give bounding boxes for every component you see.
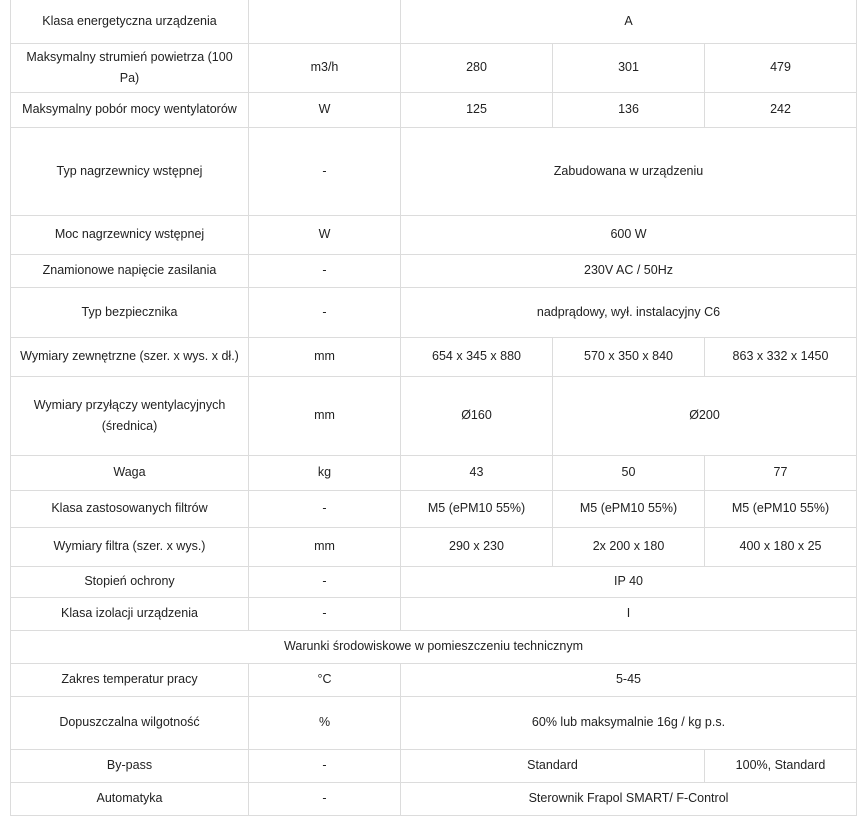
table-row xyxy=(11,92,857,127)
row-unit: mm xyxy=(249,337,401,376)
table-row xyxy=(11,287,857,337)
table-row xyxy=(11,696,857,749)
row-unit: - xyxy=(249,749,401,782)
row-value: Zabudowana w urządzeniu xyxy=(401,127,857,215)
row-value-3: 400 x 180 x 25 xyxy=(705,527,857,566)
row-label: Typ nagrzewnicy wstępnej xyxy=(11,127,249,215)
row-value-1: M5 (ePM10 55%) xyxy=(401,490,553,527)
table-row xyxy=(11,0,857,43)
row-value: 600 W xyxy=(401,215,857,254)
row-label: Dopuszczalna wilgotność xyxy=(11,696,249,749)
row-value-2-3: Ø200 xyxy=(553,376,857,455)
row-label: Znamionowe napięcie zasilania xyxy=(11,254,249,287)
row-label: Typ bezpiecznika xyxy=(11,287,249,337)
row-value: 60% lub maksymalnie 16g / kg p.s. xyxy=(401,696,857,749)
row-value: 230V AC / 50Hz xyxy=(401,254,857,287)
table-row xyxy=(11,566,857,597)
row-value-2: 301 xyxy=(553,43,705,92)
row-unit: W xyxy=(249,215,401,254)
row-value: A xyxy=(401,0,857,43)
table-row xyxy=(11,527,857,566)
table-row xyxy=(11,127,857,215)
row-value-1: Ø160 xyxy=(401,376,553,455)
row-unit: - xyxy=(249,566,401,597)
row-value-1: 290 x 230 xyxy=(401,527,553,566)
row-value-1: 125 xyxy=(401,92,553,127)
table-row xyxy=(11,376,857,455)
row-value-1: 43 xyxy=(401,455,553,490)
row-unit: % xyxy=(249,696,401,749)
row-label: Klasa izolacji urządzenia xyxy=(11,597,249,630)
row-value-3: 77 xyxy=(705,455,857,490)
table-row xyxy=(11,490,857,527)
table-row xyxy=(11,215,857,254)
row-unit: - xyxy=(249,782,401,815)
row-value-3: M5 (ePM10 55%) xyxy=(705,490,857,527)
table-row xyxy=(11,597,857,630)
row-value-3: 863 x 332 x 1450 xyxy=(705,337,857,376)
row-unit: - xyxy=(249,490,401,527)
table-row xyxy=(11,254,857,287)
row-label: Klasa zastosowanych filtrów xyxy=(11,490,249,527)
row-value-2: 570 x 350 x 840 xyxy=(553,337,705,376)
row-value: 5-45 xyxy=(401,663,857,696)
table-row xyxy=(11,663,857,696)
row-value-3: 242 xyxy=(705,92,857,127)
row-value-3: 479 xyxy=(705,43,857,92)
row-label: Wymiary przyłączy wentylacyjnych (średnica) xyxy=(11,376,249,455)
row-label: Maksymalny strumień powietrza (100 Pa) xyxy=(11,43,249,92)
row-unit xyxy=(249,0,401,43)
row-value-2: 2x 200 x 180 xyxy=(553,527,705,566)
row-value-1-2: Standard xyxy=(401,749,705,782)
row-value: nadprądowy, wył. instalacyjny C6 xyxy=(401,287,857,337)
table-row xyxy=(11,43,857,92)
row-value-2: 136 xyxy=(553,92,705,127)
row-unit: °C xyxy=(249,663,401,696)
row-label: Wymiary zewnętrzne (szer. x wys. x dł.) xyxy=(11,337,249,376)
table-row xyxy=(11,455,857,490)
row-value: I xyxy=(401,597,857,630)
row-label: Stopień ochrony xyxy=(11,566,249,597)
row-label: Automatyka xyxy=(11,782,249,815)
table-row xyxy=(11,337,857,376)
row-label: By-pass xyxy=(11,749,249,782)
row-label: Zakres temperatur pracy xyxy=(11,663,249,696)
table-row xyxy=(11,782,857,815)
row-value: Sterownik Frapol SMART/ F-Control xyxy=(401,782,857,815)
table-row xyxy=(11,749,857,782)
row-value-2: 50 xyxy=(553,455,705,490)
row-value-1: 654 x 345 x 880 xyxy=(401,337,553,376)
row-unit: - xyxy=(249,127,401,215)
specification-table xyxy=(10,0,857,816)
row-value-2: M5 (ePM10 55%) xyxy=(553,490,705,527)
row-label: Wymiary filtra (szer. x wys.) xyxy=(11,527,249,566)
row-unit: mm xyxy=(249,376,401,455)
row-value-3: 100%, Standard xyxy=(705,749,857,782)
row-unit: - xyxy=(249,254,401,287)
row-label: Moc nagrzewnicy wstępnej xyxy=(11,215,249,254)
row-label: Klasa energetyczna urządzenia xyxy=(11,0,249,43)
row-unit: kg xyxy=(249,455,401,490)
section-header: Warunki środowiskowe w pomieszczeniu technicznym xyxy=(11,630,857,663)
row-unit: mm xyxy=(249,527,401,566)
row-unit: - xyxy=(249,287,401,337)
section-header-row xyxy=(11,630,857,663)
row-unit: - xyxy=(249,597,401,630)
row-label: Waga xyxy=(11,455,249,490)
row-label: Maksymalny pobór mocy wentylatorów xyxy=(11,92,249,127)
row-value-1: 280 xyxy=(401,43,553,92)
row-value: IP 40 xyxy=(401,566,857,597)
row-unit: m3/h xyxy=(249,43,401,92)
row-unit: W xyxy=(249,92,401,127)
